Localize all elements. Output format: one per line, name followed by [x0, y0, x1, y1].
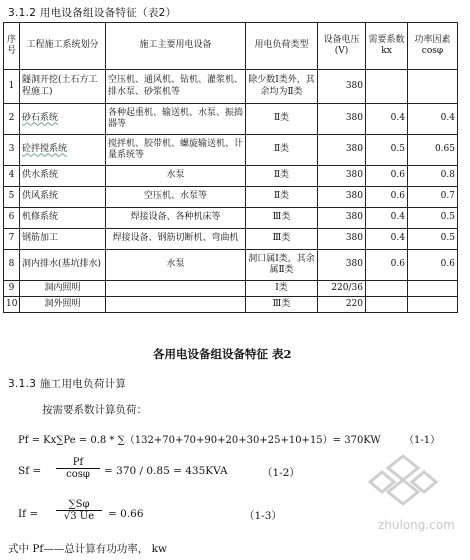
table-cell: 0.5 [408, 229, 458, 250]
table-cell: 0.5 [366, 135, 408, 166]
table-cell: 焊接设备、各种机床等 [106, 208, 246, 229]
table-cell: Ⅰ类 [246, 281, 318, 297]
table-cell: 0.4 [366, 104, 408, 135]
equation-2-number: （1-2） [262, 467, 300, 479]
equation-3-number: （1-3） [244, 510, 282, 522]
table-cell: 9 [4, 281, 20, 297]
header-cell: 序号 [4, 23, 20, 70]
table-cell [408, 297, 458, 313]
table-cell: Ⅱ类 [246, 104, 318, 135]
table-row [4, 70, 458, 104]
table-cell: 4 [4, 166, 20, 187]
table-cell: 6 [4, 208, 20, 229]
table-cell: 洞外照明 [20, 297, 106, 313]
watermark-logo-icon [368, 452, 438, 510]
table-cell: 搅拌机、胶带机、螺旋输送机、计量系统等 [106, 135, 246, 166]
equation-3-rhs: = 0.66 [108, 508, 144, 520]
table-cell: 220/36 [318, 281, 366, 297]
formula-note: 式中 Pf——总计算有功功率， kw [8, 543, 167, 555]
table-cell: 380 [318, 135, 366, 166]
table-cell: 水泵 [106, 250, 246, 281]
table-cell: 7 [4, 229, 20, 250]
table-cell [366, 70, 408, 104]
table-cell: 380 [318, 250, 366, 281]
table-cell: 砼拌搅系统 [20, 135, 106, 166]
table-cell: 洞内排水(基坑排水) [20, 250, 106, 281]
table-cell [408, 281, 458, 297]
equation-2-lhs: Sf = [18, 465, 42, 477]
table-cell: 0.6 [408, 250, 458, 281]
table-cell: 0.4 [366, 229, 408, 250]
section-313-title: 3.1.3 施工用电负荷计算 [8, 378, 127, 390]
table-cell: 各种起重机、输送机、水泵、振捣器等 [106, 104, 246, 135]
table-cell [408, 70, 458, 104]
equation-2-fraction [56, 457, 100, 480]
equation-1-number: （1-1） [404, 435, 441, 446]
table-cell: Ⅲ类 [246, 229, 318, 250]
table-row [4, 281, 458, 297]
fraction-denominator: √3 Ue [63, 511, 95, 522]
table-cell: 380 [318, 166, 366, 187]
table-cell [366, 297, 408, 313]
table-cell: 空压机、水泵等 [106, 187, 246, 208]
table-cell: 砂石系统 [20, 104, 106, 135]
table-cell: 钢筋加工 [20, 229, 106, 250]
header-cell: 需要系数kx [366, 23, 408, 70]
table-caption: 各用电设备组设备特征 表2 [153, 347, 292, 361]
table-cell: Ⅱ类 [246, 187, 318, 208]
table-cell: 供风系统 [20, 187, 106, 208]
table-cell: 380 [318, 208, 366, 229]
table-cell: 0.4 [366, 208, 408, 229]
table-cell: 水泵 [106, 166, 246, 187]
table-cell: 隧洞开挖(土石方工程施工) [20, 70, 106, 104]
table-row [4, 104, 458, 135]
header-cell: 设备电压(V) [318, 23, 366, 70]
table-cell: 380 [318, 70, 366, 104]
table-row [4, 166, 458, 187]
equation-2-rhs: = 370 / 0.85 = 435KVA [104, 465, 228, 477]
equipment-spec-table [3, 22, 458, 313]
table-cell: 220 [318, 297, 366, 313]
table-cell: 2 [4, 104, 20, 135]
equation-3-lhs: If = [18, 508, 39, 520]
table-cell: 0.7 [408, 187, 458, 208]
table-cell: Ⅱ类 [246, 135, 318, 166]
table-cell: 1 [4, 70, 20, 104]
table-cell: 焊接设备、钢筋切断机、弯曲机 [106, 229, 246, 250]
table-cell: 10 [4, 297, 20, 313]
table-cell: Ⅲ类 [246, 208, 318, 229]
table-cell [366, 281, 408, 297]
header-cell: 功率因素cosφ [408, 23, 458, 70]
table-cell: 洞内照明 [20, 281, 106, 297]
table-row [4, 187, 458, 208]
table-cell: 3 [4, 135, 20, 166]
table-cell: 0.6 [366, 187, 408, 208]
section-312-title: 3.1.2 用电设备组设备特征（表2） [8, 7, 177, 19]
table-cell: 0.5 [408, 208, 458, 229]
table-cell: Ⅱ类 [246, 166, 318, 187]
fraction-denominator: cosφ [66, 469, 90, 480]
table-cell: 380 [318, 229, 366, 250]
table-row [4, 135, 458, 166]
table-cell: 0.65 [408, 135, 458, 166]
table-row [4, 229, 458, 250]
header-cell: 工程施工系统划分 [20, 23, 106, 70]
fraction-numerator: Pf [56, 457, 100, 469]
table-cell [106, 281, 246, 297]
equation-3-fraction [56, 499, 102, 522]
header-cell: 用电负荷类型 [246, 23, 318, 70]
table-cell: 空压机、通风机、钻机、灌浆机、排水泵、砂浆机等 [106, 70, 246, 104]
table-cell: 0.4 [408, 104, 458, 135]
table-cell: 供水系统 [20, 166, 106, 187]
table-cell: 0.6 [366, 250, 408, 281]
table-row [4, 297, 458, 313]
table-cell: 除少数Ⅰ类外，其余均为Ⅱ类 [246, 70, 318, 104]
fraction-numerator: ∑Sφ [56, 499, 102, 511]
table-cell: 机修系统 [20, 208, 106, 229]
table-cell: 0.6 [366, 166, 408, 187]
table-cell: 0.8 [408, 166, 458, 187]
section-313-subtitle: 按需要系数计算负荷： [42, 404, 147, 416]
table-cell: 380 [318, 104, 366, 135]
table-cell: 洞口属Ⅰ类，其余属Ⅱ类 [246, 250, 318, 281]
table-cell: Ⅲ类 [246, 297, 318, 313]
table-row [4, 208, 458, 229]
table-cell: 380 [318, 187, 366, 208]
equation-1: Pf = Kx∑Pe = 0.8 * ∑（132+70+70+90+20+30+25+10+15）= 370KW [18, 435, 381, 446]
table-cell: 5 [4, 187, 20, 208]
watermark-text: zhulong.com [378, 518, 455, 532]
table-row [4, 250, 458, 281]
table-cell: 8 [4, 250, 20, 281]
header-cell: 施工主要用电设备 [106, 23, 246, 70]
table-header-row [4, 23, 458, 70]
table-cell [106, 297, 246, 313]
